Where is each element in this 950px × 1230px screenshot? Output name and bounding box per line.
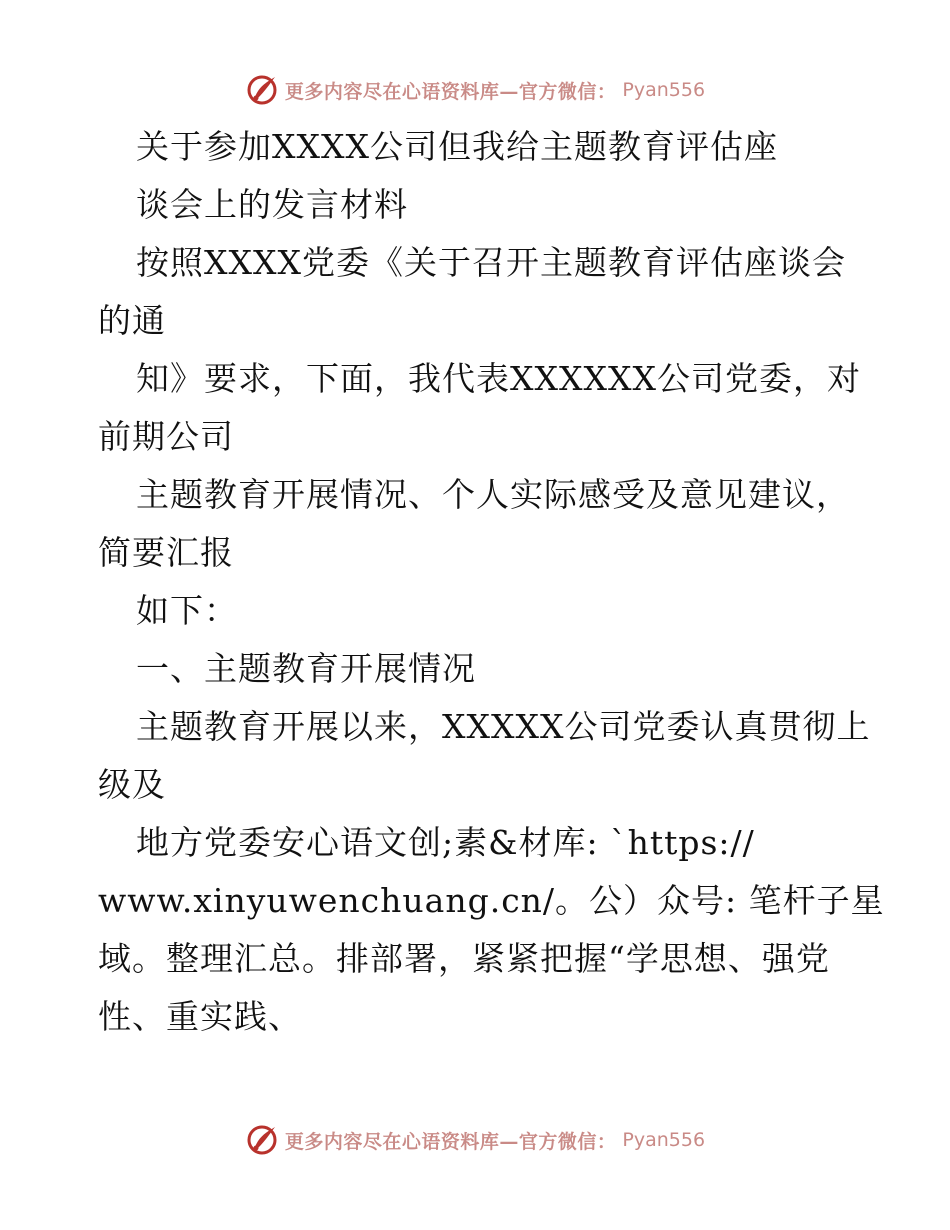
header-banner-inner [245, 73, 705, 107]
paragraph-line: 知》要求，下面，我代表XXXXXX公司党委，对 [136, 359, 861, 398]
header-wechat-id: Pyan556 [622, 79, 706, 101]
header-banner [0, 70, 950, 110]
paragraph-line: 主题教育开展情况、个人实际感受及意见建议， [136, 475, 850, 514]
paragraph-line: 如下： [136, 591, 238, 630]
footer-banner [0, 1120, 950, 1160]
footer-banner-inner [245, 1123, 705, 1157]
title-line-2: 谈会上的发言材料 [136, 185, 408, 224]
paragraph-line: 主题教育开展以来，XXXXX公司党委认真贯彻上 [136, 707, 871, 746]
footer-wechat-id: Pyan556 [622, 1129, 706, 1151]
footer-banner-text: 更多内容尽在心语资料库—官方微信： [284, 1130, 617, 1153]
brush-logo-icon [245, 1123, 279, 1157]
paragraph-line: 性、重实践、 [98, 997, 302, 1036]
paragraph-line: 前期公司 [98, 417, 234, 456]
brush-logo-icon [245, 73, 279, 107]
document-body [98, 118, 885, 1046]
paragraph-line: 域。整理汇总。排部署，紧紧把握“学思想、强党 [98, 939, 830, 978]
header-banner-text: 更多内容尽在心语资料库—官方微信： [284, 80, 617, 103]
paragraph-line: 简要汇报 [98, 533, 234, 572]
paragraph-line: 地方党委安心语文创;素&材库: `https:// [136, 823, 755, 862]
paragraph-line: www.xinyuwenchuang.cn/。公）众号: 笔杆子星 [98, 881, 885, 920]
title-line-1: 关于参加XXXX公司但我给主题教育评估座 [136, 127, 778, 166]
paragraph-line: 按照XXXX党委《关于召开主题教育评估座谈会 [136, 243, 846, 282]
paragraph-line: 级及 [98, 765, 166, 804]
section-heading: 一、主题教育开展情况 [136, 649, 476, 688]
paragraph-line: 的通 [98, 301, 166, 340]
